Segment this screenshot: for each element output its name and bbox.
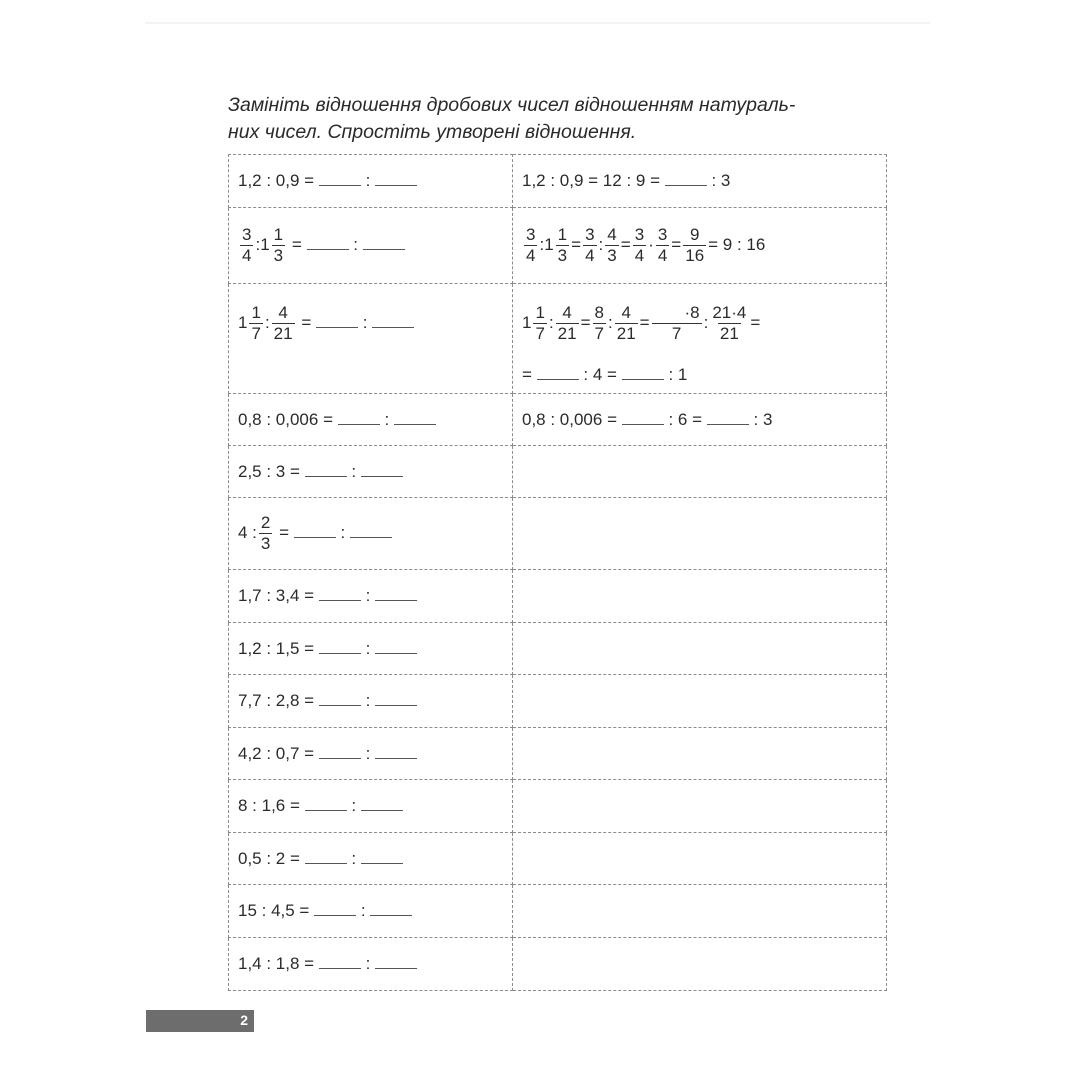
exercise-text: 1,4 : 1,8 = (238, 954, 315, 973)
instruction-line-1: Замініть відношення дробових чисел відношенням натураль- (228, 94, 796, 116)
fraction: $\frac{4}{21}$ (557, 303, 577, 343)
table-row (229, 446, 887, 498)
answer-cell[interactable] (513, 570, 887, 623)
fraction: $\frac{8}{7}$ (594, 303, 604, 343)
example-cell: 0,8 : 0,006 = : 6 = : 3 (513, 394, 887, 446)
answer-blank[interactable] (622, 411, 664, 425)
table-row (229, 728, 887, 780)
example-text: 1,2 : 0,9 = 12 : 9 = (522, 171, 660, 190)
exercise-cell: 0,8 : 0,006 = : (229, 394, 513, 446)
exercise-cell: $\frac{3}{4}$ :1 $\frac{1}{3}$ = : (229, 208, 513, 284)
answer-blank[interactable] (375, 955, 417, 969)
table-row (229, 394, 887, 446)
exercise-text: 0,5 : 2 = (238, 848, 300, 868)
answer-blank[interactable] (338, 411, 380, 425)
fraction: $\frac{9}{16}$ (685, 225, 705, 265)
exercise-cell: 1 $\frac{1}{7}$ : $\frac{4}{21}$ = : (229, 284, 513, 394)
answer-blank[interactable] (375, 640, 417, 654)
answer-blank[interactable] (350, 524, 392, 538)
fraction: $\frac{4}{21}$ (273, 303, 293, 343)
exercise-cell: 15 : 4,5 = : (229, 885, 513, 938)
exercise-cell: 2,5 : 3 = : (229, 446, 513, 498)
answer-cell[interactable] (513, 885, 887, 938)
fraction: $\frac{3}{4}$ (242, 225, 252, 265)
answer-cell[interactable] (513, 728, 887, 780)
table-row (229, 498, 887, 570)
exercise-cell: 1,7 : 3,4 = : (229, 570, 513, 623)
fraction-with-blank[interactable]: $\frac{\cdot 8}{7}$ (652, 304, 702, 343)
answer-blank[interactable] (305, 797, 347, 811)
answer-blank[interactable] (319, 692, 361, 706)
answer-blank[interactable] (319, 172, 361, 186)
exercise-text: 1,7 : 3,4 = (238, 586, 315, 605)
exercise-text: 15 : 4,5 = (238, 901, 310, 920)
example-cell: 1 $\frac{1}{7}$ : $\frac{4}{21}$ = $\frac{8}{7}$ : $\frac{4}{21}$ = $\frac{\cdot 8}{7}$ : $\frac{21\cdot 4}{21}$ = = : 4 = : 1 (513, 284, 887, 394)
exercise-text: 1,2 : 1,5 = (238, 638, 315, 658)
exercise-cell: 4,2 : 0,7 = : (229, 728, 513, 780)
exercise-text: 0,8 : 0,006 = (238, 409, 333, 429)
table-row (229, 675, 887, 728)
fraction: $\frac{2}{3}$ (260, 513, 271, 553)
table-row (229, 623, 887, 675)
answer-blank[interactable] (665, 172, 707, 186)
table-row (229, 780, 887, 833)
answer-cell[interactable] (513, 675, 887, 728)
fraction: $\frac{1}{7}$ (251, 303, 261, 343)
exercise-cell: 1,4 : 1,8 = : (229, 938, 513, 991)
answer-blank[interactable] (361, 797, 403, 811)
answer-blank[interactable] (316, 314, 358, 328)
table-row (229, 938, 887, 991)
fraction: $\frac{3}{4}$ (634, 225, 645, 265)
top-rule (145, 22, 930, 24)
answer-blank[interactable] (375, 692, 417, 706)
answer-blank[interactable] (361, 463, 403, 477)
answer-blank[interactable] (319, 587, 361, 601)
fraction: $\frac{4}{3}$ (607, 225, 617, 265)
exercise-cell: 8 : 1,6 = : (229, 780, 513, 833)
instruction-line-2: них чисел. Спростіть утворені відношення. (228, 121, 637, 143)
example-cell: $\frac{3}{4}$ :1 $\frac{1}{3}$ = $\frac{3}{4}$ : $\frac{4}{3}$ = $\frac{3}{4}$ · $\frac{3}{4}$ = $\frac{9}{16}$ = 9 : 16 (513, 208, 887, 284)
answer-cell[interactable] (513, 498, 887, 570)
answer-blank[interactable] (622, 366, 664, 380)
answer-blank[interactable] (375, 172, 417, 186)
answer-blank[interactable] (307, 236, 349, 250)
exercise-cell: 0,5 : 2 = : (229, 833, 513, 885)
answer-blank[interactable] (314, 902, 356, 916)
answer-cell[interactable] (513, 446, 887, 498)
answer-blank[interactable] (319, 745, 361, 759)
fraction: $\frac{4}{21}$ (616, 303, 636, 343)
answer-blank[interactable] (537, 366, 579, 380)
fraction: $\frac{3}{4}$ (585, 225, 595, 265)
exercise-text: 7,7 : 2,8 = (238, 691, 315, 710)
exercise-text: 8 : 1,6 = (238, 796, 300, 815)
answer-blank[interactable] (707, 411, 749, 425)
answer-cell[interactable] (513, 833, 887, 885)
table-row (229, 208, 887, 284)
exercise-table (228, 154, 887, 991)
exercise-cell: 1,2 : 1,5 = : (229, 623, 513, 675)
answer-blank[interactable] (305, 463, 347, 477)
example-continuation: = : 4 = : 1 (522, 364, 688, 384)
answer-blank[interactable] (319, 640, 361, 654)
exercise-text: 1,2 : 0,9 = (238, 171, 315, 190)
answer-blank[interactable] (294, 524, 336, 538)
table-row (229, 885, 887, 938)
fraction: $\frac{21\cdot 4}{21}$ (712, 303, 747, 343)
table-row (229, 833, 887, 885)
example-text: 0,8 : 0,006 = (522, 409, 617, 429)
fraction: $\frac{1}{3}$ (557, 225, 568, 265)
exercise-cell: 7,7 : 2,8 = : (229, 675, 513, 728)
answer-blank[interactable] (372, 314, 414, 328)
exercise-cell: 1,2 : 0,9 = : (229, 155, 513, 208)
fraction: $\frac{1}{3}$ (273, 225, 284, 265)
example-cell: 1,2 : 0,9 = 12 : 9 = : 3 (513, 155, 887, 208)
answer-blank[interactable] (361, 850, 403, 864)
answer-cell[interactable] (513, 623, 887, 675)
answer-blank[interactable] (375, 587, 417, 601)
fraction: $\frac{1}{7}$ (535, 303, 545, 343)
page-number: 2 (240, 1012, 248, 1028)
answer-blank[interactable] (394, 411, 436, 425)
exercise-cell: 4 : $\frac{2}{3}$ = : (229, 498, 513, 570)
table-row (229, 284, 887, 394)
answer-blank[interactable] (363, 236, 405, 250)
answer-blank[interactable] (370, 902, 412, 916)
table-row (229, 155, 887, 208)
answer-blank[interactable] (305, 850, 347, 864)
table-row (229, 570, 887, 623)
page-number-bar (146, 1010, 254, 1032)
exercise-text: 2,5 : 3 = (238, 461, 300, 481)
fraction: $\frac{3}{4}$ (526, 225, 536, 265)
exercise-text: 4,2 : 0,7 = (238, 743, 315, 763)
fraction: $\frac{3}{4}$ (657, 225, 668, 265)
answer-cell[interactable] (513, 780, 887, 833)
answer-blank[interactable] (375, 745, 417, 759)
answer-cell[interactable] (513, 938, 887, 991)
task-instruction (228, 92, 888, 146)
answer-blank[interactable] (319, 955, 361, 969)
